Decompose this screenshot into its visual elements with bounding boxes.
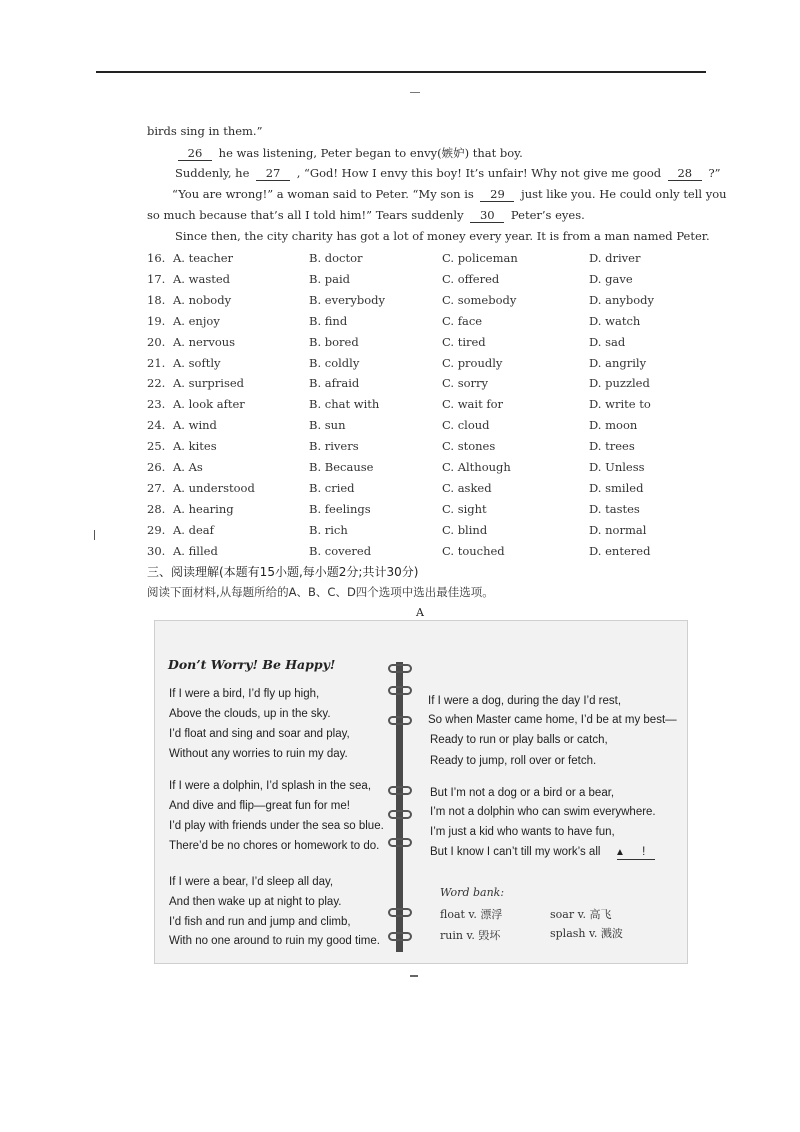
question-row [147,439,657,457]
option-c: C. wait for [442,397,504,412]
question-row [147,356,657,374]
word-bank-title: Word bank: [440,886,505,899]
question-number: 25. [147,439,166,454]
question-row [147,502,657,520]
binder-ring-icon [388,716,412,725]
passage-line-3a: Suddenly, he [175,166,250,180]
question-number: 18. [147,292,166,307]
option-b: B. covered [309,543,372,558]
question-row [147,418,657,436]
poem-right-line: I’m just a kid who wants to have fun, [430,826,615,838]
question-number: 16. [147,251,166,265]
binder-ring-icon [388,786,412,795]
option-a: A. hearing [173,501,234,516]
question-number: 22. [147,376,166,391]
option-d: D. Unless [589,460,645,474]
question-row [147,460,657,478]
option-c: C. Although [442,460,511,474]
section-instruction: 阅读下面材料,从每题所给的A、B、C、D四个选项中选出最佳选项。 [147,585,494,599]
option-b: B. paid [309,271,351,286]
margin-mark [94,530,95,540]
header-rule [96,71,706,73]
option-b: B. chat with [309,397,380,412]
word-bank-soar: soar v. 高飞 [550,908,612,921]
question-number: 20. [147,334,166,349]
poem-right-line: I’m not a dolphin who can swim everywhere. [430,806,656,818]
question-row [147,544,657,562]
option-d: D. angrily [589,355,647,370]
poem-right-line: If I were a dog, during the day I’d rest, [428,695,622,707]
option-d: D. gave [589,271,633,286]
binder-ring-icon [388,686,412,695]
binder-ring-icon [388,810,412,819]
section-heading: 三、阅读理解(本题有15小题,每小题2分;共计30分) [147,565,419,579]
blank-28: 28 [668,166,702,181]
option-a: A. kites [173,439,217,454]
option-d: D. driver [589,251,641,265]
poem-right-line: So when Master came home, I’d be at my best— [428,714,677,726]
option-d: D. smiled [589,480,644,495]
option-a: A. understood [173,480,255,495]
question-row [147,314,657,332]
poem-right-line: Ready to run or play balls or catch, [430,734,608,746]
blank-27: 27 [256,166,290,181]
option-c: C. face [442,313,483,328]
question-row [147,397,657,415]
passage-line-2-text: he was listening, Peter began to envy(嫉妒) that boy. [218,146,523,160]
blank-30: 30 [470,208,504,223]
passage-line-3b: , “God! How I envy this boy! It’s unfair! Why not give me good [296,166,662,180]
word-bank-float: float v. 漂浮 [440,908,503,921]
option-b: B. everybody [309,292,386,307]
question-number: 21. [147,355,166,370]
question-number: 17. [147,271,166,286]
poem-left-line: Above the clouds, up in the sky. [169,708,331,720]
poem-left-line: And then wake up at night to play. [169,896,342,908]
question-row [147,293,657,311]
word-bank-ruin: ruin v. 毁坏 [440,929,501,942]
page-dash-mark [410,92,420,93]
option-d: D. sad [589,334,626,349]
poem-left-line: I’d float and sing and soar and play, [169,728,350,740]
question-number: 27. [147,480,166,495]
poem-left-line: If I were a bear, I’d sleep all day, [169,876,334,888]
option-c: C. proudly [442,355,503,370]
passage-line-2 [175,145,523,161]
passage-line-4a: “You are wrong!” a woman said to Peter. “My son is [172,187,474,201]
option-c: C. offered [442,271,500,286]
question-row [147,251,657,269]
poem-right-line: But I know I can’t till my work’s all [430,846,601,858]
binder-ring-icon [388,932,412,941]
option-a: A. deaf [173,522,214,537]
option-d: D. puzzled [589,376,650,391]
option-b: B. feelings [309,501,371,516]
bottom-page-mark [410,975,418,977]
option-d: D. write to [589,397,651,412]
option-a: A. softly [173,355,221,370]
passage-line-6: Since then, the city charity has got a lot of money every year. It is from a man named Peter. [175,229,710,243]
binder-ring-icon [388,908,412,917]
passage-line-1: birds sing in them.” [147,124,263,138]
question-number: 26. [147,460,166,474]
passage-line-3c: ?” [708,166,721,180]
question-row [147,335,657,353]
option-d: D. moon [589,418,638,433]
poem-left-line: If I were a bird, I’d fly up high, [169,688,320,700]
poem-title: Don’t Worry! Be Happy! [168,657,336,672]
option-a: A. surprised [173,376,245,391]
passage-line-3 [175,166,721,181]
option-c: C. asked [442,480,492,495]
question-number: 30. [147,543,166,558]
poem-left-line: I’d fish and run and jump and climb, [169,916,351,928]
passage-line-5a: so much because that’s all I told him!” Tears suddenly [147,208,464,222]
option-b: B. Because [309,460,374,474]
passage-line-5b: Peter’s eyes. [510,208,585,222]
poem-left-line: I’d play with friends under the sea so blue. [169,820,384,832]
passage-line-4b: just like you. He could only tell you [521,187,727,201]
option-c: C. blind [442,522,488,537]
poem-last-punct: ! [642,846,646,858]
question-row [147,376,657,394]
blank-29: 29 [480,187,514,202]
poem-left-line: There’d be no chores or homework to do. [169,840,380,852]
question-row [147,523,657,541]
option-c: C. policeman [442,251,518,265]
option-a: A. As [173,460,203,474]
option-a: A. teacher [173,251,234,265]
option-b: B. sun [309,418,346,433]
binder-ring-icon [388,838,412,847]
poem-left-line: If I were a dolphin, I’d splash in the sea, [169,780,372,792]
option-d: D. normal [589,522,647,537]
option-b: B. afraid [309,376,360,391]
option-c: C. stones [442,439,496,454]
word-bank-splash: splash v. 溅波 [550,927,623,940]
option-c: C. touched [442,543,505,558]
blank-26: 26 [178,146,212,161]
option-b: B. bored [309,334,359,349]
option-a: A. look after [173,397,245,412]
passage-line-5 [147,208,585,223]
option-b: B. coldly [309,355,360,370]
option-a: A. filled [173,543,218,558]
option-b: B. rivers [309,439,359,454]
poem-left-line: With no one around to ruin my good time. [169,935,380,947]
triangle-icon: ▲ [615,847,625,858]
passage-line-4 [172,187,727,202]
poem-right-line: Ready to jump, roll over or fetch. [430,755,597,767]
question-number: 19. [147,313,166,328]
option-a: A. wasted [173,271,231,286]
question-row [147,481,657,499]
binder-ring-icon [388,664,412,673]
option-d: D. trees [589,439,635,454]
poem-right-line: But I’m not a dog or a bird or a bear, [430,787,615,799]
option-b: B. cried [309,480,355,495]
option-a: A. wind [173,418,217,433]
option-c: C. somebody [442,292,517,307]
question-number: 28. [147,501,166,516]
option-d: D. anybody [589,292,655,307]
question-row [147,272,657,290]
blank-marker [615,846,645,858]
question-number: 29. [147,522,166,537]
option-c: C. sight [442,501,487,516]
passage-label: A [416,606,424,619]
poem-left-line: And dive and flip—great fun for me! [169,800,350,812]
option-b: B. rich [309,522,348,537]
option-c: C. sorry [442,376,489,391]
option-a: A. nobody [173,292,232,307]
option-c: C. tired [442,334,486,349]
option-d: D. tastes [589,501,640,516]
question-number: 23. [147,397,166,412]
question-number: 24. [147,418,166,433]
option-a: A. enjoy [173,313,220,328]
option-d: D. entered [589,543,651,558]
option-d: D. watch [589,313,641,328]
option-b: B. doctor [309,251,363,265]
blank-underline [617,859,655,860]
option-b: B. find [309,313,348,328]
option-c: C. cloud [442,418,490,433]
option-a: A. nervous [173,334,236,349]
poem-left-line: Without any worries to ruin my day. [169,748,348,760]
